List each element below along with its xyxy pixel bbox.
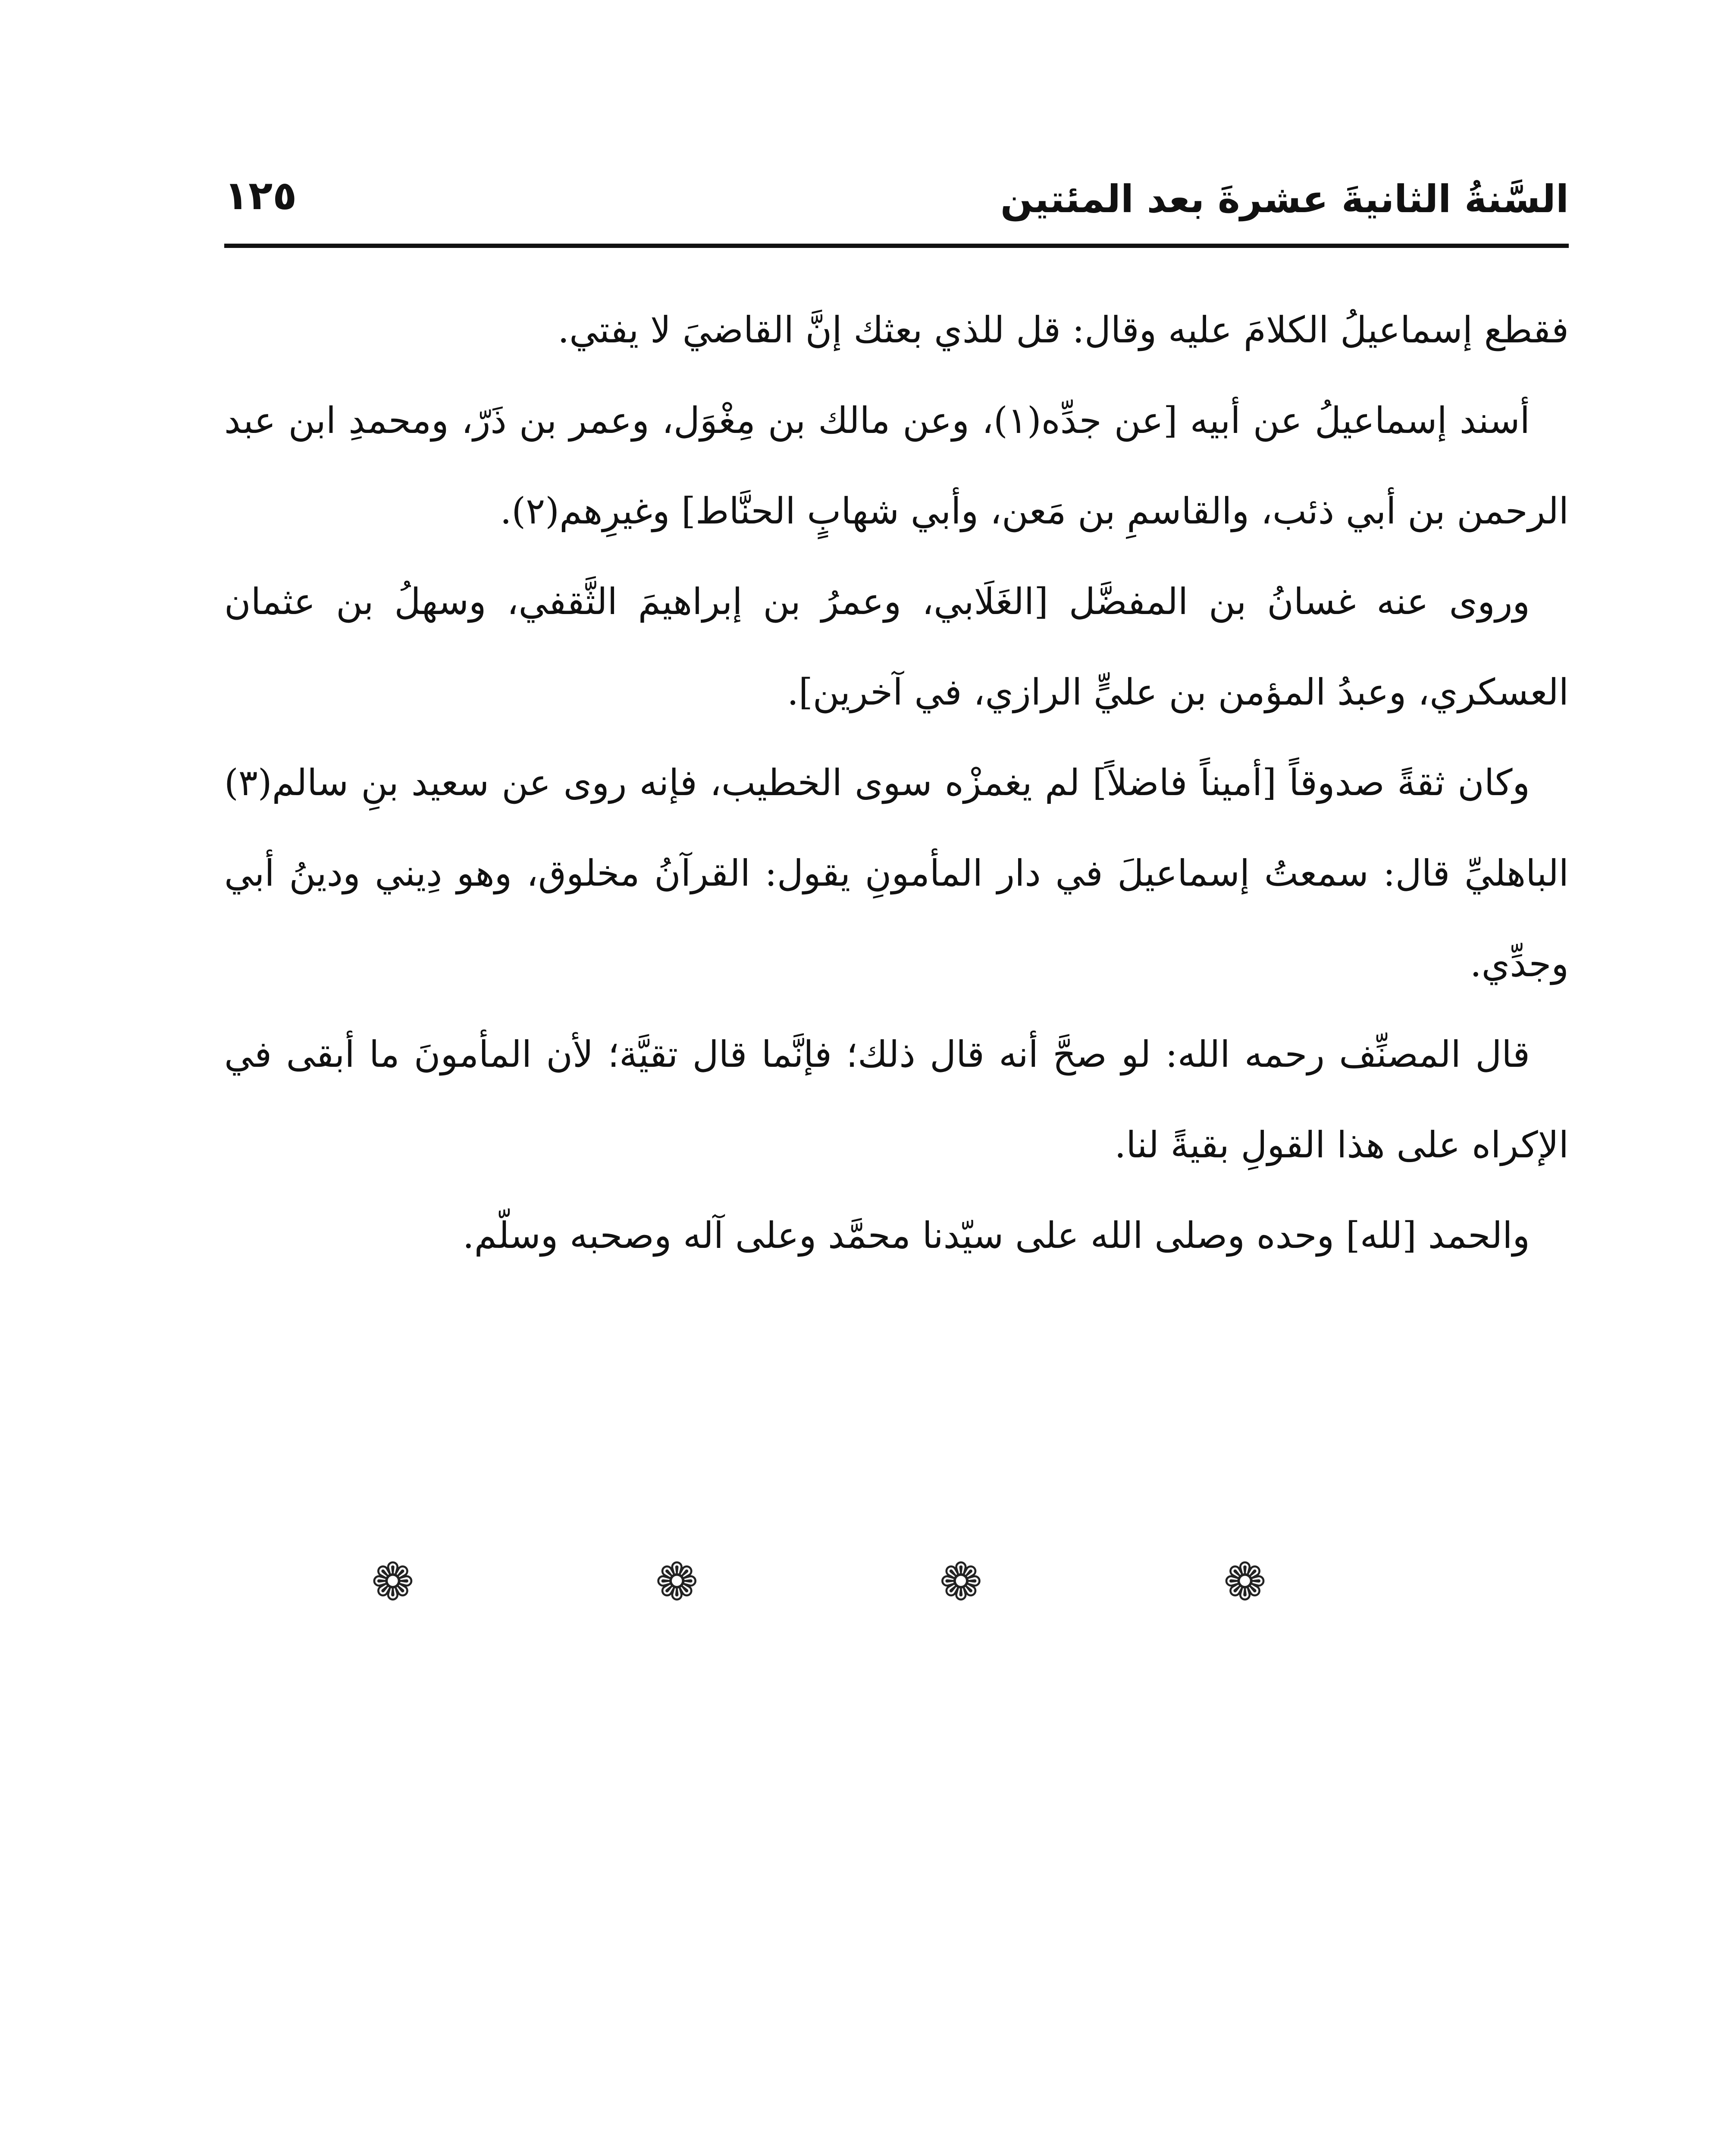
running-title: السَّنةُ الثانيةَ عشرةَ بعد المئتين — [1000, 177, 1569, 221]
header-divider — [224, 244, 1569, 248]
flower-ornament-icon: ❁ — [1223, 1552, 1353, 1612]
paragraph-2: أسند إسماعيلُ عن أبيه [عن جدِّه(١)، وعن مالك بن مِغْوَل، وعمر بن ذَرّ، ومحمدِ ابن عبد الرحمن بن أبي ذئب، والقاسمِ بن مَعن، وأبي شهابٍ الحنَّاط] وغيرِهم(٢). — [224, 399, 1569, 532]
paragraph-4: وكان ثقةً صدوقاً [أميناً فاضلاً] لم يغمزْه سوى الخطيب، فإنه روى عن سعيد بنِ سالم(٣) الباهليِّ قال: سمعتُ إسماعيلَ في دار المأمونِ يقول: القرآنُ مخلوق، وهو دِيني ودينُ أبي وجدِّي. — [224, 761, 1569, 985]
main-text — [224, 285, 1569, 1281]
flower-ornament-icon: ❁ — [371, 1552, 501, 1612]
paragraph-6: والحمد [لله] وحده وصلى الله على سيّدنا محمَّد وعلى آله وصحبه وسلّم. — [462, 1214, 1530, 1257]
flower-ornament-icon: ❁ — [655, 1552, 785, 1612]
page-header — [224, 160, 1569, 246]
paragraph-3: وروى عنه غسانُ بن المفضَّل [الغَلَابي، وعمرُ بن إبراهيمَ الثَّقفي، وسهلُ بن عثمان العسكري، وعبدُ المؤمن بن عليٍّ الرازي، في آخرين]. — [224, 580, 1569, 713]
page-number: ١٢٥ — [224, 172, 297, 219]
flower-ornament-icon: ❁ — [939, 1552, 1069, 1612]
paragraph-1: فقطع إسماعيلُ الكلامَ عليه وقال: قل للذي بعثك إنَّ القاضيَ لا يفتي. — [558, 309, 1569, 351]
paragraph-5: قال المصنِّف رحمه الله: لو صحَّ أنه قال ذلك؛ فإنَّما قال تقيَّة؛ لأن المأمونَ ما أبقى في الإكراه على هذا القولِ بقيةً لنا. — [224, 1033, 1569, 1166]
section-end-ornaments — [0, 1552, 1724, 1612]
